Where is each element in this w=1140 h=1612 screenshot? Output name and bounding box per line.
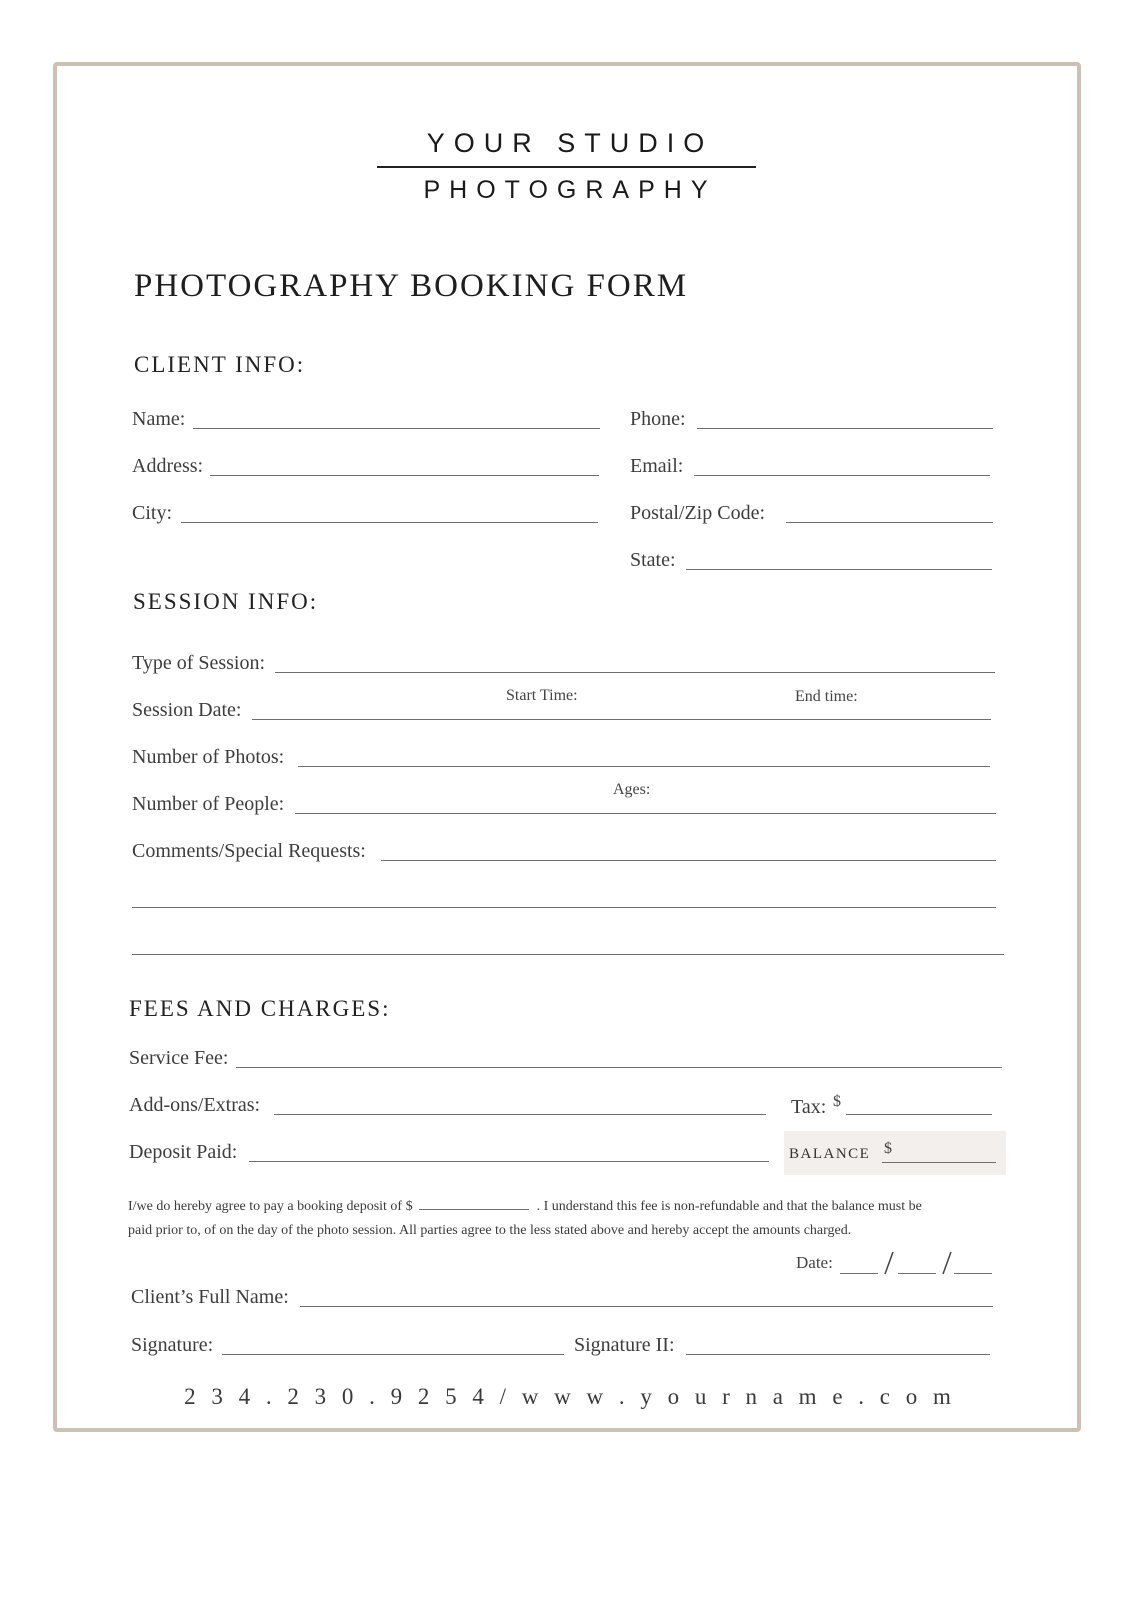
start-time-label: Start Time:	[506, 687, 578, 704]
ages-label: Ages:	[613, 781, 651, 798]
city-field[interactable]	[181, 522, 598, 523]
session-date-field[interactable]	[252, 719, 991, 720]
session-info-heading: SESSION INFO:	[133, 589, 319, 614]
tax-currency: $	[833, 1093, 841, 1110]
agreement-text-b: . I understand this fee is non-refundable and that the balance must be	[536, 1199, 922, 1214]
address-label: Address:	[132, 455, 204, 477]
service-fee-field[interactable]	[236, 1067, 1002, 1068]
date-slash-2	[940, 1250, 954, 1276]
comments-field-line3[interactable]	[132, 954, 1004, 955]
state-label: State:	[630, 549, 676, 571]
signature2-field[interactable]	[686, 1354, 990, 1355]
signature-field[interactable]	[222, 1354, 564, 1355]
contact-footer: 2 3 4 . 2 3 0 . 9 2 5 4 / w w w . y o u r n a m e . c o m	[184, 1384, 956, 1409]
session-type-field[interactable]	[275, 672, 995, 673]
end-time-label: End time:	[795, 688, 858, 705]
signature2-label: Signature II:	[574, 1334, 675, 1356]
date-month-field[interactable]	[840, 1273, 878, 1274]
client-info-heading: CLIENT INFO:	[134, 352, 306, 377]
name-label: Name:	[132, 408, 186, 430]
agreement-text-a: I/we do hereby agree to pay a booking deposit of $	[128, 1199, 413, 1214]
addons-field[interactable]	[274, 1114, 766, 1115]
photos-field[interactable]	[298, 766, 990, 767]
deposit-amount-field[interactable]	[419, 1195, 529, 1210]
agreement-line2: paid prior to, of on the day of the photo session. All parties agree to the less stated above and hereby accept the amounts charged.	[128, 1223, 852, 1238]
people-field[interactable]	[295, 813, 996, 814]
tax-field[interactable]	[846, 1114, 992, 1115]
logo-divider	[377, 166, 756, 168]
date-year-field[interactable]	[954, 1273, 992, 1274]
comments-label: Comments/Special Requests:	[132, 840, 366, 862]
postal-field[interactable]	[786, 522, 993, 523]
state-field[interactable]	[686, 569, 992, 570]
balance-currency: $	[884, 1140, 892, 1157]
phone-label: Phone:	[630, 408, 686, 430]
date-day-field[interactable]	[898, 1273, 936, 1274]
deposit-field[interactable]	[249, 1161, 769, 1162]
studio-logo-line2: PHOTOGRAPHY	[423, 176, 717, 204]
service-fee-label: Service Fee:	[129, 1047, 229, 1069]
date-slash-1	[882, 1250, 896, 1276]
addons-label: Add-ons/Extras:	[129, 1094, 261, 1116]
studio-logo-line1: YOUR STUDIO	[426, 128, 714, 158]
photos-label: Number of Photos:	[132, 746, 285, 768]
session-type-label: Type of Session:	[132, 652, 266, 674]
session-date-label: Session Date:	[132, 699, 242, 721]
city-label: City:	[132, 502, 173, 524]
form-title: PHOTOGRAPHY BOOKING FORM	[134, 268, 689, 304]
postal-label: Postal/Zip Code:	[630, 502, 765, 524]
deposit-label: Deposit Paid:	[129, 1141, 238, 1163]
signature-label: Signature:	[131, 1334, 214, 1356]
people-label: Number of People:	[132, 793, 285, 815]
balance-label: BALANCE	[789, 1146, 871, 1162]
tax-label: Tax:	[791, 1096, 827, 1118]
full-name-field[interactable]	[300, 1306, 993, 1307]
name-field[interactable]	[193, 428, 600, 429]
date-label: Date:	[796, 1253, 833, 1272]
phone-field[interactable]	[697, 428, 993, 429]
fees-heading: FEES AND CHARGES:	[129, 996, 391, 1021]
full-name-label: Client’s Full Name:	[131, 1286, 289, 1308]
email-label: Email:	[630, 455, 684, 477]
comments-field-line2[interactable]	[132, 907, 996, 908]
address-field[interactable]	[210, 475, 599, 476]
balance-field[interactable]	[882, 1162, 996, 1163]
comments-field[interactable]	[381, 860, 996, 861]
email-field[interactable]	[694, 475, 990, 476]
agreement-line1	[128, 1195, 922, 1219]
